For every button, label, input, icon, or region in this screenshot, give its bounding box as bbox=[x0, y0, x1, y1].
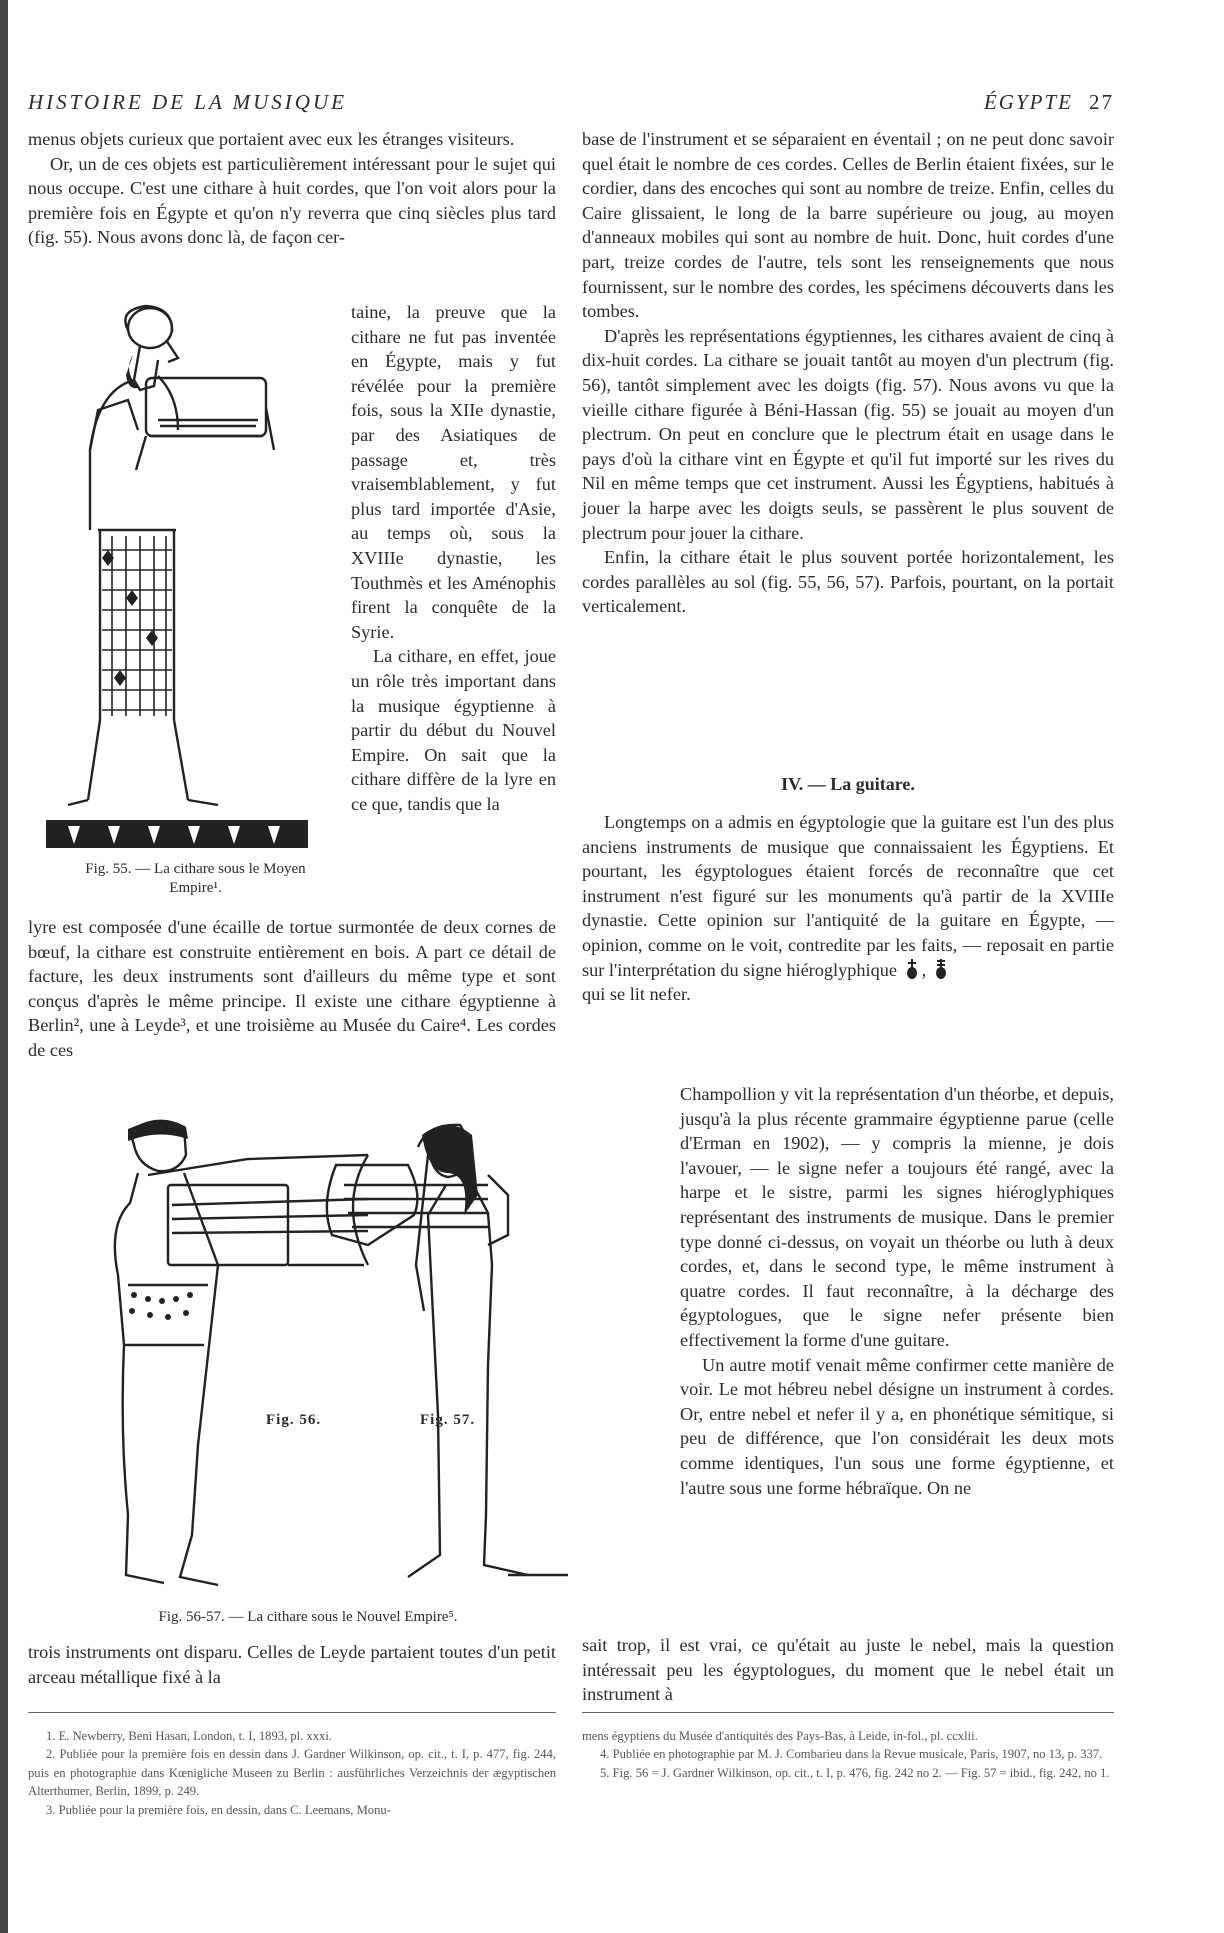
figure-56-57-caption: Fig. 56-57. — La cithare sous le Nouvel Empire⁵. bbox=[158, 1609, 458, 1625]
paragraph: Enfin, la cithare était le plus souvent portée horizontalement, les cordes parallèles au sol (fig. 55, 56, 57). Parfois, pourtant, on la portait verticalement. bbox=[582, 547, 1114, 617]
paragraph: taine, la preuve que la cithare ne fut pas inventée en Égypte, mais y fut révélée pour la première fois, sous la XIIe dynastie, par des Asiatiques de passage et, très vraisemblablement, y fut plus tard importée d'Asie, au temps où, sous la XVIIIe dynastie, les Touthmès et les Aménophis firent la conquête de la Syrie. bbox=[351, 302, 556, 642]
paragraph: menus objets curieux que portaient avec eux les étranges visiteurs. bbox=[28, 129, 515, 149]
section-heading: IV. — La guitare. bbox=[781, 774, 915, 794]
paragraph: sait trop, il est vrai, ce qu'était au juste le nebel, mais la question intéressait peu les égyptologues, du moment que le nebel était un instrument à bbox=[582, 1635, 1114, 1705]
book-page bbox=[28, 0, 1114, 1933]
footnote: 1. E. Newberry, Beni Hasan, London, t. I, 1893, pl. xxxi. bbox=[46, 1729, 332, 1743]
footnotes-left bbox=[28, 1727, 556, 1819]
footnote-rule-right bbox=[582, 1712, 1114, 1713]
paragraph: La cithare, en effet, joue un rôle très important dans la musique égyptienne à partir du début du Nouvel Empire. On sait que la cithare diffère de la lyre en ce que, tandis que la bbox=[351, 646, 556, 814]
paragraph: Un autre motif venait même confirmer cette manière de voir. Le mot hébreu nebel désigne un instrument à cordes. Or, entre nebel et nefer il y a, en phonétique sémitique, si peu de différence, que l'on considérait les deux mots comme identiques, l'un sous une forme égyptienne, et l'autre sous une forme hébraïque. On ne bbox=[680, 1354, 1114, 1498]
footnote: 4. Publiée en photographie par M. J. Combarieu dans la Revue musicale, Paris, 1907, no 13, p. 337. bbox=[600, 1747, 1103, 1762]
figure-55-caption: Fig. 55. — La cithare sous le Moyen Empire¹. bbox=[85, 861, 306, 896]
paragraph: Longtemps on a admis en égyptologie que la guitare est l'un des plus anciens instruments de musique que connaissaient les Égyptiens. Et pourtant, les égyptologues étaient forcés de reconnaître que cet instrument n'est figuré sur les monuments qu'à partir de la XVIIIe dynastie. Cette opinion sur l'antiquité de la guitare en Égypte, — opinion, comme on le voit, contredite par les faits, — reposait en partie sur l'interprétation du signe hiéroglyphique , qui se lit nefer. bbox=[582, 812, 1114, 1005]
left-column-bottom bbox=[28, 915, 556, 1063]
paragraph: Or, un de ces objets est particulièrement intéressant pour le sujet qui nous occupe. C'est une cithare à huit cordes, que l'on voit alors pour la première fois en Égypte et qu'on n'y reverra que cinq siècles plus tard (fig. 55). Nous avons donc là, de façon cer- bbox=[28, 153, 556, 248]
nefer-hieroglyph-variant-icon bbox=[931, 958, 951, 980]
footnote: 2. Publiée pour la première fois en dessin dans J. Gardner Wilkinson, op. cit., t. I, p. 477, fig. 244, puis en photographie dans Kœnigliche Museen zu Berlin : ausführliches Verzeichnis der ægyptischen Alterthumer, Berlin, 1899, p. 249. bbox=[28, 1747, 556, 1799]
footnotes-right bbox=[582, 1727, 1114, 1782]
running-header-section: ÉGYPTE bbox=[983, 90, 1073, 114]
paragraph-text: Longtemps on a admis en égyptologie que la guitare est l'un des plus anciens instruments de musique que connaissaient les Égyptiens. Et pourtant, les égyptologues étaient forcés de reconnaître que cet instrument n'est figuré sur les monuments qu'à partir de la XVIIIe dynastie. Cette opinion sur l'antiquité de la guitare en Égypte, — opinion, comme on le voit, contredite par les faits, — reposait en partie sur l'interprétation du signe hiéroglyphique bbox=[582, 812, 1114, 980]
paragraph: lyre est composée d'une écaille de tortue surmontée de deux cornes de bœuf, la cithare est construite entièrement en bois. A part ce détail de facture, les deux instruments sont d'ailleurs du même type et sont conçus d'après le même principe. Il existe une cithare égyptienne à Berlin², une à Leyde³, et une troisième au Musée du Caire⁴. Les cordes de ces bbox=[28, 917, 556, 1060]
left-column-top bbox=[28, 127, 556, 250]
left-column-after-figure bbox=[28, 1640, 556, 1689]
paragraph: D'après les représentations égyptiennes, les cithares avaient de cinq à dix-huit cordes. La cithare se jouait tantôt au moyen d'un plectrum (fig. 56), tantôt simplement avec les doigts (fig. 57). Nous avons vu que la vieille cithare figurée à Béni-Hassan (fig. 55) se jouait au moyen d'un plectrum. On peut en conclure que le plectrum était en usage dans le pays d'où la cithare vint en Égypte et qu'il fut importé sur les rives du Nil en même temps que cet instrument. Aussi les Égyptiens, habitués à jouer la harpe avec les doigts seuls, se passèrent le plus souvent de plectrum pour jouer la cithare. bbox=[582, 325, 1114, 543]
running-header-title: HISTOIRE DE LA MUSIQUE bbox=[28, 90, 347, 114]
paragraph: Champollion y vit la représentation d'un théorbe, et depuis, jusqu'à la plus récente grammaire égyptienne parue (celle d'Erman en 1902), — y compris la mienne, je dois l'avouer, — le signe nefer a toujours été rangé, avec la harpe et le sistre, parmi les signes hiéroglyphiques représentant des instruments de musique. Dans le premier type donné ci-dessus, on voyait un théorbe ou luth à deux cordes, et, dans le second type, le même instrument à quatre cordes. Il faut reconnaître, à la décharge des égyptologues, que le signe nefer présente bien effectivement la forme d'une guitare. bbox=[680, 1084, 1114, 1350]
paragraph: trois instruments ont disparu. Celles de Leyde partaient toutes d'un petit arceau métallique fixé à la bbox=[28, 1642, 556, 1687]
figure-56-label: Fig. 56. bbox=[266, 1412, 322, 1428]
footnote: 5. Fig. 56 = J. Gardner Wilkinson, op. cit., t. I, p. 476, fig. 242 no 2. — Fig. 57 = ibid., fig. 242, no 1. bbox=[600, 1765, 1110, 1780]
nefer-hieroglyph-icon bbox=[902, 958, 922, 980]
running-header-right bbox=[984, 90, 1114, 115]
right-column-middle bbox=[582, 810, 1114, 1007]
left-column-wrap-text bbox=[351, 300, 556, 816]
right-column-bottom bbox=[582, 1633, 1114, 1707]
page-binding-edge bbox=[0, 0, 8, 1933]
figure-56-57-illustration bbox=[68, 1115, 668, 1605]
paragraph: base de l'instrument et se séparaient en éventail ; on ne peut donc savoir quel était le nombre de ces cordes. Celles de Berlin étaient fixées, sur le cordier, dans des encoches qui sont au nombre de treize. Enfin, celles du Caire glissaient, le long de la barre supérieure ou joug, au moyen d'anneaux mobiles qui sont au nombre de huit. Donc, huit cordes d'une part, treize cordes de l'autre, tels sont les renseignements que nous fournissent, sur le nombre des cordes, les spécimens découverts dans les tombes. bbox=[582, 129, 1114, 322]
footnote: mens égyptiens du Musée d'antiquités des Pays-Bas, à Leide, in-fol., pl. ccxlii. bbox=[582, 1729, 978, 1743]
figure-55-illustration bbox=[28, 300, 328, 848]
right-column-wrap-text bbox=[680, 1082, 1114, 1500]
figure-57-label: Fig. 57. bbox=[420, 1412, 476, 1428]
footnote: 3. Publiée pour la première fois, en dessin, dans C. Leemans, Monu- bbox=[46, 1802, 391, 1817]
paragraph-text-end: qui se lit nefer. bbox=[582, 984, 691, 1005]
right-column-top bbox=[582, 127, 1114, 619]
footnote-rule-left bbox=[28, 1712, 556, 1713]
page-number: 27 bbox=[1089, 90, 1114, 114]
